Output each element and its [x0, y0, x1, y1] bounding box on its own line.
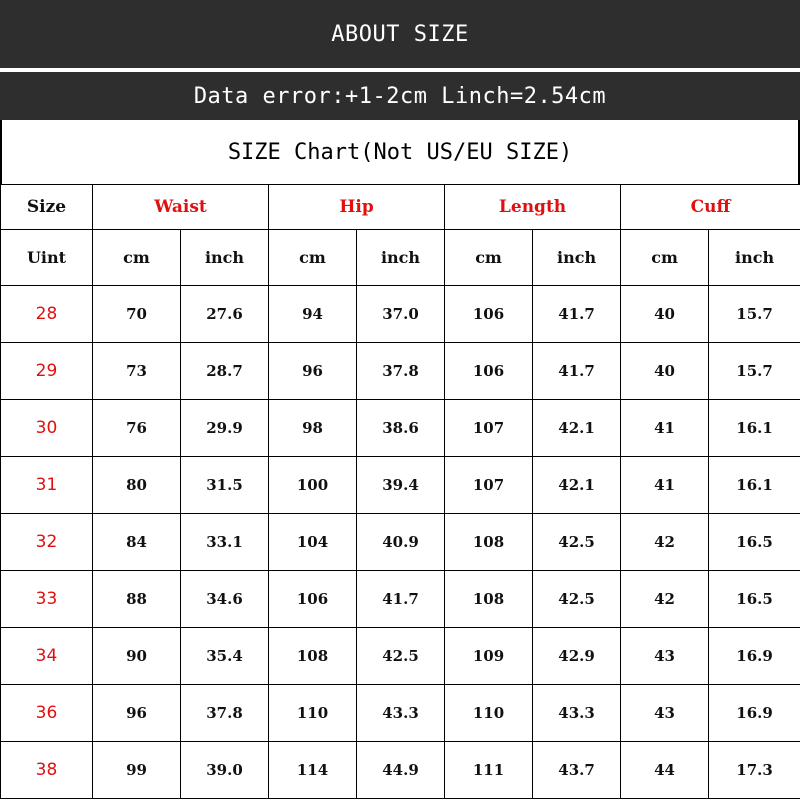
measurement-cell: 99	[93, 742, 181, 799]
measurement-cell: 84	[93, 514, 181, 571]
measurement-cell: 44.9	[357, 742, 445, 799]
page-title: ABOUT SIZE	[0, 0, 800, 70]
size-cell: 28	[1, 286, 93, 343]
measurement-cell: 88	[93, 571, 181, 628]
size-cell: 31	[1, 457, 93, 514]
measurement-cell: 110	[269, 685, 357, 742]
measurement-cell: 41.7	[357, 571, 445, 628]
table-row	[1, 457, 800, 514]
table-row	[1, 685, 800, 742]
table-row	[1, 628, 800, 685]
measurement-cell: 34.6	[181, 571, 269, 628]
table-row	[1, 742, 800, 799]
measurement-cell: 37.8	[357, 343, 445, 400]
size-cell: 29	[1, 343, 93, 400]
measurement-cell: 16.5	[709, 514, 800, 571]
measurement-cell: 29.9	[181, 400, 269, 457]
measurement-cell: 96	[269, 343, 357, 400]
table-row	[1, 571, 800, 628]
group-header-waist: Waist	[93, 185, 269, 230]
measurement-cell: 28.7	[181, 343, 269, 400]
table-row	[1, 343, 800, 400]
measurement-cell: 42	[621, 571, 709, 628]
measurement-cell: 15.7	[709, 286, 800, 343]
measurement-cell: 37.0	[357, 286, 445, 343]
measurement-cell: 107	[445, 457, 533, 514]
header-group-row	[1, 185, 800, 230]
measurement-cell: 35.4	[181, 628, 269, 685]
measurement-cell: 90	[93, 628, 181, 685]
unit-cell: inch	[357, 230, 445, 286]
measurement-cell: 38.6	[357, 400, 445, 457]
measurement-cell: 107	[445, 400, 533, 457]
measurement-cell: 98	[269, 400, 357, 457]
measurement-cell: 39.4	[357, 457, 445, 514]
table-row	[1, 400, 800, 457]
measurement-cell: 42	[621, 514, 709, 571]
header-unit-row	[1, 230, 800, 286]
measurement-note: Data error:+1-2cm Linch=2.54cm	[0, 72, 800, 120]
measurement-cell: 15.7	[709, 343, 800, 400]
measurement-cell: 43.3	[357, 685, 445, 742]
unit-cell: cm	[621, 230, 709, 286]
unit-cell: inch	[181, 230, 269, 286]
measurement-cell: 42.5	[357, 628, 445, 685]
measurement-cell: 37.8	[181, 685, 269, 742]
measurement-cell: 43	[621, 628, 709, 685]
measurement-cell: 16.1	[709, 457, 800, 514]
measurement-cell: 111	[445, 742, 533, 799]
measurement-cell: 110	[445, 685, 533, 742]
measurement-cell: 44	[621, 742, 709, 799]
unit-cell: cm	[445, 230, 533, 286]
measurement-cell: 109	[445, 628, 533, 685]
measurement-cell: 43.3	[533, 685, 621, 742]
measurement-cell: 16.9	[709, 685, 800, 742]
measurement-cell: 43	[621, 685, 709, 742]
group-header-hip: Hip	[269, 185, 445, 230]
size-header: Size	[1, 185, 93, 230]
measurement-cell: 73	[93, 343, 181, 400]
measurement-cell: 41	[621, 457, 709, 514]
table-row	[1, 286, 800, 343]
measurement-cell: 106	[445, 286, 533, 343]
measurement-cell: 41.7	[533, 286, 621, 343]
measurement-cell: 94	[269, 286, 357, 343]
chart-title: SIZE Chart(Not US/EU SIZE)	[0, 120, 800, 184]
group-header-length: Length	[445, 185, 621, 230]
measurement-cell: 31.5	[181, 457, 269, 514]
measurement-cell: 41.7	[533, 343, 621, 400]
size-cell: 38	[1, 742, 93, 799]
measurement-cell: 108	[269, 628, 357, 685]
measurement-cell: 96	[93, 685, 181, 742]
measurement-cell: 40.9	[357, 514, 445, 571]
unit-cell: inch	[709, 230, 800, 286]
measurement-cell: 41	[621, 400, 709, 457]
size-cell: 34	[1, 628, 93, 685]
measurement-cell: 106	[445, 343, 533, 400]
measurement-cell: 16.9	[709, 628, 800, 685]
measurement-cell: 39.0	[181, 742, 269, 799]
measurement-cell: 80	[93, 457, 181, 514]
measurement-cell: 33.1	[181, 514, 269, 571]
measurement-cell: 16.1	[709, 400, 800, 457]
size-cell: 32	[1, 514, 93, 571]
measurement-cell: 76	[93, 400, 181, 457]
measurement-cell: 70	[93, 286, 181, 343]
unit-cell: inch	[533, 230, 621, 286]
measurement-cell: 106	[269, 571, 357, 628]
measurement-cell: 42.5	[533, 571, 621, 628]
unit-header: Uint	[1, 230, 93, 286]
measurement-cell: 40	[621, 343, 709, 400]
measurement-cell: 42.5	[533, 514, 621, 571]
size-cell: 30	[1, 400, 93, 457]
measurement-cell: 16.5	[709, 571, 800, 628]
measurement-cell: 104	[269, 514, 357, 571]
size-cell: 36	[1, 685, 93, 742]
measurement-cell: 40	[621, 286, 709, 343]
measurement-cell: 108	[445, 571, 533, 628]
size-table	[0, 184, 800, 799]
measurement-cell: 114	[269, 742, 357, 799]
size-cell: 33	[1, 571, 93, 628]
measurement-cell: 42.1	[533, 400, 621, 457]
group-header-cuff: Cuff	[621, 185, 800, 230]
unit-cell: cm	[93, 230, 181, 286]
measurement-cell: 100	[269, 457, 357, 514]
measurement-cell: 42.9	[533, 628, 621, 685]
measurement-cell: 43.7	[533, 742, 621, 799]
unit-cell: cm	[269, 230, 357, 286]
measurement-cell: 42.1	[533, 457, 621, 514]
table-row	[1, 514, 800, 571]
measurement-cell: 108	[445, 514, 533, 571]
measurement-cell: 17.3	[709, 742, 800, 799]
measurement-cell: 27.6	[181, 286, 269, 343]
